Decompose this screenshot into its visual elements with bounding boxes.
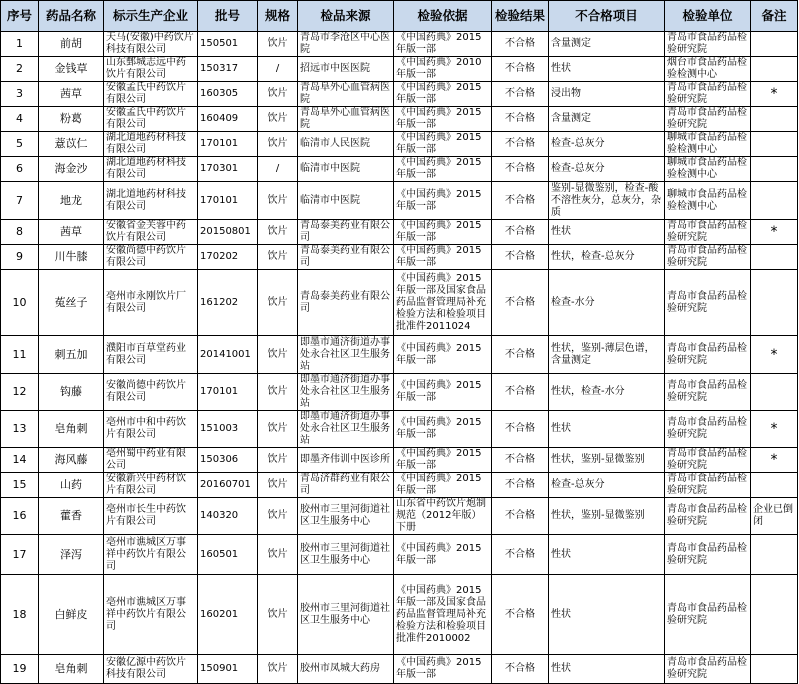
table-row [1, 157, 798, 182]
remark-cell [751, 535, 798, 575]
row-no-cell: 19 [1, 655, 39, 684]
row-no-cell: 13 [1, 411, 39, 448]
row-no-cell: 3 [1, 82, 39, 107]
specification-cell: 饮片 [258, 182, 298, 220]
inspection-result-cell: 不合格 [492, 374, 549, 411]
batch-number-cell: 151003 [198, 411, 258, 448]
inspection-basis-cell: 《中国药典》2015年版一部 [394, 245, 492, 270]
sample-source-cell: 青岛泰美药业有限公司 [298, 245, 394, 270]
specification-cell: 饮片 [258, 270, 298, 336]
inspection-basis-cell: 《中国药典》2015年版一部 [394, 374, 492, 411]
manufacturer-cell: 安徽尚德中药饮片有限公司 [104, 374, 198, 411]
remark-cell: * [751, 220, 798, 245]
col-header-note: 备注 [751, 1, 798, 32]
inspection-basis-cell: 《中国药典》2015年版一部 [394, 182, 492, 220]
drug-name-cell: 薏苡仁 [39, 132, 104, 157]
col-header-source: 检品来源 [298, 1, 394, 32]
inspection-result-cell: 不合格 [492, 270, 549, 336]
remark-cell: * [751, 448, 798, 473]
batch-number-cell: 150317 [198, 57, 258, 82]
sample-source-cell: 招远市中医医院 [298, 57, 394, 82]
inspection-result-cell: 不合格 [492, 157, 549, 182]
inspection-lab-cell: 青岛市食品药品检验研究院 [665, 82, 751, 107]
failed-items-cell: 性状，检查-水分 [549, 374, 665, 411]
sample-source-cell: 青岛泰美药业有限公司 [298, 270, 394, 336]
table-row [1, 107, 798, 132]
failed-items-cell: 检查-水分 [549, 270, 665, 336]
inspection-result-cell: 不合格 [492, 182, 549, 220]
sample-source-cell: 青岛济群药业有限公司 [298, 473, 394, 498]
manufacturer-cell: 亳州市长生中药饮片有限公司 [104, 498, 198, 535]
inspection-lab-cell: 青岛市食品药品检验研究院 [665, 374, 751, 411]
row-no-cell: 16 [1, 498, 39, 535]
table-row [1, 132, 798, 157]
inspection-result-cell: 不合格 [492, 132, 549, 157]
table-row [1, 32, 798, 57]
drug-name-cell: 钩藤 [39, 374, 104, 411]
manufacturer-cell: 安徽孟氏中药饮片有限公司 [104, 82, 198, 107]
row-no-cell: 1 [1, 32, 39, 57]
batch-number-cell: 160409 [198, 107, 258, 132]
failed-items-cell: 检查-总灰分 [549, 473, 665, 498]
sample-source-cell: 即墨齐伟训中医诊所 [298, 448, 394, 473]
batch-number-cell: 150501 [198, 32, 258, 57]
drug-name-cell: 粉葛 [39, 107, 104, 132]
col-header-lab: 检验单位 [665, 1, 751, 32]
table-row [1, 336, 798, 374]
inspection-lab-cell: 青岛市食品药品检验研究院 [665, 336, 751, 374]
col-header-name: 药品名称 [39, 1, 104, 32]
inspection-basis-cell: 《中国药典》2015年版一部 [394, 157, 492, 182]
manufacturer-cell: 天马(安徽)中药饮片科技有限公司 [104, 32, 198, 57]
specification-cell: 饮片 [258, 336, 298, 374]
remark-cell: * [751, 411, 798, 448]
row-no-cell: 5 [1, 132, 39, 157]
specification-cell: 饮片 [258, 411, 298, 448]
table-body [1, 32, 798, 684]
batch-number-cell: 170101 [198, 182, 258, 220]
remark-cell [751, 473, 798, 498]
remark-cell: * [751, 82, 798, 107]
manufacturer-cell: 湖北道地药材科技有限公司 [104, 182, 198, 220]
specification-cell: / [258, 57, 298, 82]
failed-items-cell: 浸出物 [549, 82, 665, 107]
inspection-result-cell: 不合格 [492, 57, 549, 82]
inspection-basis-cell: 《中国药典》2015年版一部 [394, 473, 492, 498]
remark-cell [751, 157, 798, 182]
table-row [1, 473, 798, 498]
remark-cell: 企业已倒闭 [751, 498, 798, 535]
inspection-basis-cell: 《中国药典》2015年版一部及国家食品药品监督管理局补充检验方法和检验项目批准件2010002 [394, 575, 492, 655]
sample-source-cell: 临清市中医院 [298, 157, 394, 182]
failed-items-cell: 性状 [549, 535, 665, 575]
inspection-result-cell: 不合格 [492, 82, 549, 107]
col-header-basis: 检验依据 [394, 1, 492, 32]
drug-name-cell: 金钱草 [39, 57, 104, 82]
inspection-basis-cell: 《中国药典》2015年版一部 [394, 448, 492, 473]
remark-cell [751, 57, 798, 82]
manufacturer-cell: 山东鄄城志远中药饮片有限公司 [104, 57, 198, 82]
remark-cell [751, 182, 798, 220]
batch-number-cell: 170202 [198, 245, 258, 270]
table-row [1, 535, 798, 575]
row-no-cell: 7 [1, 182, 39, 220]
remark-cell [751, 245, 798, 270]
sample-source-cell: 即墨市通济街道办事处永合社区卫生服务站 [298, 411, 394, 448]
manufacturer-cell: 亳州市谯城区万事祥中药饮片有限公司 [104, 535, 198, 575]
sample-source-cell: 胶州市三里河街道社区卫生服务中心 [298, 498, 394, 535]
inspection-lab-cell: 聊城市食品药品检验检测中心 [665, 157, 751, 182]
inspection-result-cell: 不合格 [492, 411, 549, 448]
inspection-result-cell: 不合格 [492, 220, 549, 245]
manufacturer-cell: 濮阳市百草堂药业有限公司 [104, 336, 198, 374]
manufacturer-cell: 亳州市永刚饮片厂有限公司 [104, 270, 198, 336]
table-row [1, 655, 798, 684]
inspection-lab-cell: 青岛市食品药品检验研究院 [665, 473, 751, 498]
specification-cell: 饮片 [258, 82, 298, 107]
inspection-lab-cell: 青岛市食品药品检验研究院 [665, 498, 751, 535]
inspection-basis-cell: 《中国药典》2015年版一部 [394, 107, 492, 132]
inspection-result-cell: 不合格 [492, 107, 549, 132]
failed-items-cell: 性状 [549, 575, 665, 655]
failed-items-cell: 性状 [549, 220, 665, 245]
inspection-result-cell: 不合格 [492, 245, 549, 270]
specification-cell: 饮片 [258, 32, 298, 57]
manufacturer-cell: 湖北道地药材科技有限公司 [104, 157, 198, 182]
drug-name-cell: 刺五加 [39, 336, 104, 374]
manufacturer-cell: 安徽省金芙蓉中药饮片有限公司 [104, 220, 198, 245]
row-no-cell: 11 [1, 336, 39, 374]
row-no-cell: 17 [1, 535, 39, 575]
inspection-basis-cell: 《中国药典》2015年版一部 [394, 535, 492, 575]
drug-name-cell: 菟丝子 [39, 270, 104, 336]
drug-name-cell: 地龙 [39, 182, 104, 220]
table-row [1, 270, 798, 336]
col-header-no: 序号 [1, 1, 39, 32]
col-header-result: 检验结果 [492, 1, 549, 32]
inspection-basis-cell: 《中国药典》2015年版一部及国家食品药品监督管理局补充检验方法和检验项目批准件2011024 [394, 270, 492, 336]
sample-source-cell: 青岛泰美药业有限公司 [298, 220, 394, 245]
row-no-cell: 14 [1, 448, 39, 473]
sample-source-cell: 即墨市通济街道办事处永合社区卫生服务站 [298, 336, 394, 374]
batch-number-cell: 161202 [198, 270, 258, 336]
batch-number-cell: 150306 [198, 448, 258, 473]
drug-name-cell: 山药 [39, 473, 104, 498]
batch-number-cell: 160305 [198, 82, 258, 107]
failed-items-cell: 性状 [549, 655, 665, 684]
inspection-lab-cell: 青岛市食品药品检验研究院 [665, 32, 751, 57]
inspection-lab-cell: 青岛市食品药品检验研究院 [665, 245, 751, 270]
batch-number-cell: 20150801 [198, 220, 258, 245]
drug-name-cell: 藿香 [39, 498, 104, 535]
inspection-basis-cell: 《中国药典》2015年版一部 [394, 336, 492, 374]
failed-items-cell: 性状 [549, 57, 665, 82]
inspection-basis-cell: 《中国药典》2015年版一部 [394, 32, 492, 57]
inspection-result-cell: 不合格 [492, 32, 549, 57]
manufacturer-cell: 安徽尚德中药饮片有限公司 [104, 245, 198, 270]
inspection-lab-cell: 烟台市食品药品检验检测中心 [665, 57, 751, 82]
manufacturer-cell: 亳州蜀中药业有限公司 [104, 448, 198, 473]
manufacturer-cell: 亳州市谯城区万事祥中药饮片有限公司 [104, 575, 198, 655]
specification-cell: / [258, 157, 298, 182]
table-row [1, 57, 798, 82]
row-no-cell: 2 [1, 57, 39, 82]
specification-cell: 饮片 [258, 473, 298, 498]
inspection-basis-cell: 《中国药典》2010年版一部 [394, 57, 492, 82]
inspection-lab-cell: 青岛市食品药品检验研究院 [665, 655, 751, 684]
inspection-basis-cell: 《中国药典》2015年版一部 [394, 82, 492, 107]
batch-number-cell: 170301 [198, 157, 258, 182]
manufacturer-cell: 安徽亿源中药饮片科技有限公司 [104, 655, 198, 684]
failed-items-cell: 含量测定 [549, 32, 665, 57]
sample-source-cell: 胶州市三里河街道社区卫生服务中心 [298, 575, 394, 655]
batch-number-cell: 150901 [198, 655, 258, 684]
manufacturer-cell: 亳州市中和中药饮片有限公司 [104, 411, 198, 448]
drug-name-cell: 海金沙 [39, 157, 104, 182]
col-header-items: 不合格项目 [549, 1, 665, 32]
row-no-cell: 8 [1, 220, 39, 245]
inspection-lab-cell: 青岛市食品药品检验研究院 [665, 535, 751, 575]
specification-cell: 饮片 [258, 448, 298, 473]
failed-items-cell: 含量测定 [549, 107, 665, 132]
table-row [1, 82, 798, 107]
sample-source-cell: 青岛阜外心血管病医院 [298, 82, 394, 107]
batch-number-cell: 170101 [198, 132, 258, 157]
sample-source-cell: 临清市人民医院 [298, 132, 394, 157]
row-no-cell: 12 [1, 374, 39, 411]
row-no-cell: 15 [1, 473, 39, 498]
remark-cell [751, 107, 798, 132]
failed-items-cell: 检查-总灰分 [549, 132, 665, 157]
failed-items-cell: 性状，检查-总灰分 [549, 245, 665, 270]
inspection-basis-cell: 《中国药典》2015年版一部 [394, 220, 492, 245]
manufacturer-cell: 安徽新兴中药材饮片有限公司 [104, 473, 198, 498]
row-no-cell: 9 [1, 245, 39, 270]
failed-items-cell: 性状 [549, 411, 665, 448]
batch-number-cell: 20141001 [198, 336, 258, 374]
specification-cell: 饮片 [258, 220, 298, 245]
col-header-spec: 规格 [258, 1, 298, 32]
inspection-result-cell: 不合格 [492, 575, 549, 655]
failed-items-cell: 性状，鉴别-显微鉴别 [549, 448, 665, 473]
inspection-lab-cell: 青岛市食品药品检验研究院 [665, 270, 751, 336]
drug-name-cell: 海风藤 [39, 448, 104, 473]
row-no-cell: 6 [1, 157, 39, 182]
inspection-lab-cell: 青岛市食品药品检验研究院 [665, 575, 751, 655]
failed-items-cell: 鉴别-显微鉴别，检查-酸不溶性灰分，总灰分，杂质 [549, 182, 665, 220]
sample-source-cell: 胶州市三里河街道社区卫生服务中心 [298, 535, 394, 575]
sample-source-cell: 胶州市凤城大药房 [298, 655, 394, 684]
col-header-batch: 批号 [198, 1, 258, 32]
inspection-lab-cell: 青岛市食品药品检验研究院 [665, 411, 751, 448]
specification-cell: 饮片 [258, 575, 298, 655]
row-no-cell: 10 [1, 270, 39, 336]
inspection-result-cell: 不合格 [492, 448, 549, 473]
row-no-cell: 4 [1, 107, 39, 132]
manufacturer-cell: 安徽孟氏中药饮片有限公司 [104, 107, 198, 132]
inspection-basis-cell: 山东省中药饮片炮制规范（2012年版）下册 [394, 498, 492, 535]
failed-items-cell: 检查-总灰分 [549, 157, 665, 182]
remark-cell [751, 32, 798, 57]
batch-number-cell: 170101 [198, 374, 258, 411]
inspection-result-cell: 不合格 [492, 655, 549, 684]
drug-name-cell: 泽泻 [39, 535, 104, 575]
specification-cell: 饮片 [258, 535, 298, 575]
specification-cell: 饮片 [258, 132, 298, 157]
inspection-result-cell: 不合格 [492, 498, 549, 535]
inspection-basis-cell: 《中国药典》2015年版一部 [394, 655, 492, 684]
specification-cell: 饮片 [258, 245, 298, 270]
drug-name-cell: 茜草 [39, 220, 104, 245]
table-row [1, 498, 798, 535]
sample-source-cell: 即墨市通济街道办事处永合社区卫生服务站 [298, 374, 394, 411]
table-row [1, 374, 798, 411]
batch-number-cell: 160501 [198, 535, 258, 575]
specification-cell: 饮片 [258, 498, 298, 535]
table-row [1, 448, 798, 473]
failed-items-cell: 性状，鉴别-薄层色谱，含量测定 [549, 336, 665, 374]
remark-cell [751, 655, 798, 684]
manufacturer-cell: 湖北道地药材科技有限公司 [104, 132, 198, 157]
batch-number-cell: 140320 [198, 498, 258, 535]
inspection-lab-cell: 聊城市食品药品检验检测中心 [665, 182, 751, 220]
inspection-basis-cell: 《中国药典》2015年版一部 [394, 411, 492, 448]
batch-number-cell: 160201 [198, 575, 258, 655]
col-header-maker: 标示生产企业 [104, 1, 198, 32]
drug-name-cell: 川牛膝 [39, 245, 104, 270]
remark-cell [751, 132, 798, 157]
specification-cell: 饮片 [258, 107, 298, 132]
inspection-result-cell: 不合格 [492, 535, 549, 575]
batch-number-cell: 20160701 [198, 473, 258, 498]
remark-cell [751, 270, 798, 336]
drug-name-cell: 白鲜皮 [39, 575, 104, 655]
failed-items-cell: 性状，鉴别-显微鉴别 [549, 498, 665, 535]
row-no-cell: 18 [1, 575, 39, 655]
drug-name-cell: 茜草 [39, 82, 104, 107]
table-row [1, 245, 798, 270]
table-row [1, 182, 798, 220]
specification-cell: 饮片 [258, 374, 298, 411]
drug-name-cell: 皂角刺 [39, 411, 104, 448]
inspection-lab-cell: 聊城市食品药品检验检测中心 [665, 132, 751, 157]
sample-source-cell: 青岛阜外心血管病医院 [298, 107, 394, 132]
table-row [1, 411, 798, 448]
remark-cell [751, 575, 798, 655]
inspection-lab-cell: 青岛市食品药品检验研究院 [665, 220, 751, 245]
sample-source-cell: 临清市中医院 [298, 182, 394, 220]
drug-name-cell: 皂角刺 [39, 655, 104, 684]
table-row [1, 220, 798, 245]
inspection-result-cell: 不合格 [492, 336, 549, 374]
inspection-lab-cell: 青岛市食品药品检验研究院 [665, 107, 751, 132]
inspection-lab-cell: 青岛市食品药品检验研究院 [665, 448, 751, 473]
table-row [1, 575, 798, 655]
inspection-basis-cell: 《中国药典》2015年版一部 [394, 132, 492, 157]
remark-cell: * [751, 336, 798, 374]
inspection-result-cell: 不合格 [492, 473, 549, 498]
sample-source-cell: 青岛市李沧区中心医院 [298, 32, 394, 57]
specification-cell: 饮片 [258, 655, 298, 684]
header-row [1, 1, 798, 32]
remark-cell [751, 374, 798, 411]
drug-name-cell: 前胡 [39, 32, 104, 57]
